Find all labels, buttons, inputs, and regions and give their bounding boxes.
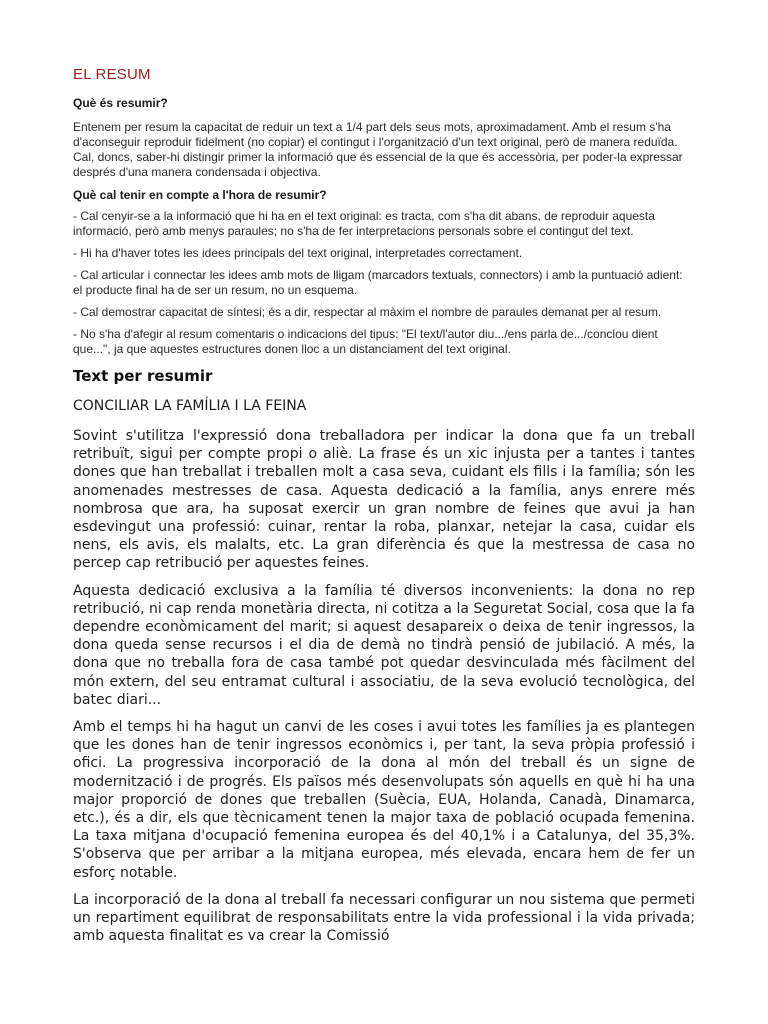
body-paragraph: La incorporació de la dona al treball fa necessari configurar un nou sistema que permeti un repartiment equilibrat de responsabilitats entre la vida professional i la vida privada; amb aquesta finalitat es va crear la Comissió: [73, 891, 695, 945]
document-page: [73, 0, 695, 945]
body-paragraph: Sovint s'utilitza l'expressió dona treballadora per indicar la dona que fa un treball retribuït, sigui per compte propi o aliè. La frase és un xic injusta per a tantes i tantes dones que han treballat i treballen molt a casa seva, cuidant els fills i la família; són les anomenades mestresses de casa. Aquesta dedicació a la família, anys enrere més nombrosa que ara, ha suposat exercir un gran nombre de feines que avui ja han esdevingut una professió: cuinar, rentar la roba, planxar, netejar la casa, cuidar els nens, els avis, els malalts, etc. La gran diferència és que la mestressa de casa no percep cap retribució per aquestes feines.: [73, 428, 695, 572]
section-heading: Text per resumir: [73, 367, 213, 385]
guideline-item: - Hi ha d'haver totes les idees principals del text original, interpretades correctament.: [73, 246, 523, 260]
text-body: [73, 427, 695, 945]
guideline-item: - Cal demostrar capacitat de síntesi; és a dir, respectar al màxim el nombre de paraules demanat per al resum.: [73, 305, 662, 319]
intro-paragraph: Entenem per resum la capacitat de reduir un text a 1/4 part dels seus mots, aproximadament. Amb el resum s'ha d'aconseguir reproduir fidelment (no copiar) el contingut i l'organització d'un text original, però de manera reduïda. Cal, doncs, saber-hi distingir primer la informació que és essencial de la que és accessòria, per poder-la expressar després d'una manera condensada i objectiva.: [73, 120, 683, 179]
guideline-item: - No s'ha d'afegir al resum comentaris o indicacions del tipus: "El text/l'autor diu.../ens parla de.../conclou dient que...", ja que aquestes estructures donen lloc a un distanciament del text original.: [73, 327, 658, 356]
question-what-to-consider: Què cal tenir en compte a l'hora de resumir?: [73, 188, 327, 202]
guideline-item: - Cal cenyir-se a la informació que hi ha en el text original: es tracta, com s'ha dit abans, de reproduir aquesta informació, però amb menys paraules; no s'ha de fer interpretacions personals sobre el contingut del text.: [73, 209, 655, 238]
guidelines-list: [73, 209, 695, 357]
text-title: CONCILIAR LA FAMÍLIA I LA FEINA: [73, 398, 307, 414]
body-paragraph: Aquesta dedicació exclusiva a la família té diversos inconvenients: la dona no rep retribució, ni cap renda monetària directa, ni cotitza a la Seguretat Social, cosa que la fa dependre econòmicament del marit; si aquest desapareix o deixa de tenir ingressos, la dona queda sense recursos i el dia de demà no tindrà pensió de jubilació. A més, la dona que no treballa fora de casa també pot quedar desvinculada més fàcilment del món extern, del seu entramat cultural i associatiu, de la seva evolució tecnològica, del batec diari...: [73, 582, 695, 708]
guideline-item: - Cal articular i connectar les idees amb mots de lligam (marcadors textuals, connectors) i amb la puntuació adient: el producte final ha de ser un resum, no un esquema.: [73, 268, 683, 297]
body-paragraph: Amb el temps hi ha hagut un canvi de les coses i avui totes les famílies ja es plantegen que les dones han de tenir ingressos econòmics i, per tant, la seva pròpia professió i ofici. La progressiva incorporació de la dona al món del treball és un signe de modernització i de progrés. Els països més desenvolupats són aquells en què hi ha una major proporció de dones que treballen (Suècia, EUA, Holanda, Canadà, Dinamarca, etc.), és a dir, els que tècnicament tenen la major taxa de població ocupada femenina. La taxa mitjana d'ocupació femenina europea és del 40,1% i a Catalunya, del 35,3%. S'observa que per arribar a la mitjana europea, més elevada, encara hem de fer un esforç notable.: [73, 719, 695, 881]
document-title: EL RESUM: [73, 66, 151, 83]
question-what-is-summary: Què és resumir?: [73, 96, 168, 110]
